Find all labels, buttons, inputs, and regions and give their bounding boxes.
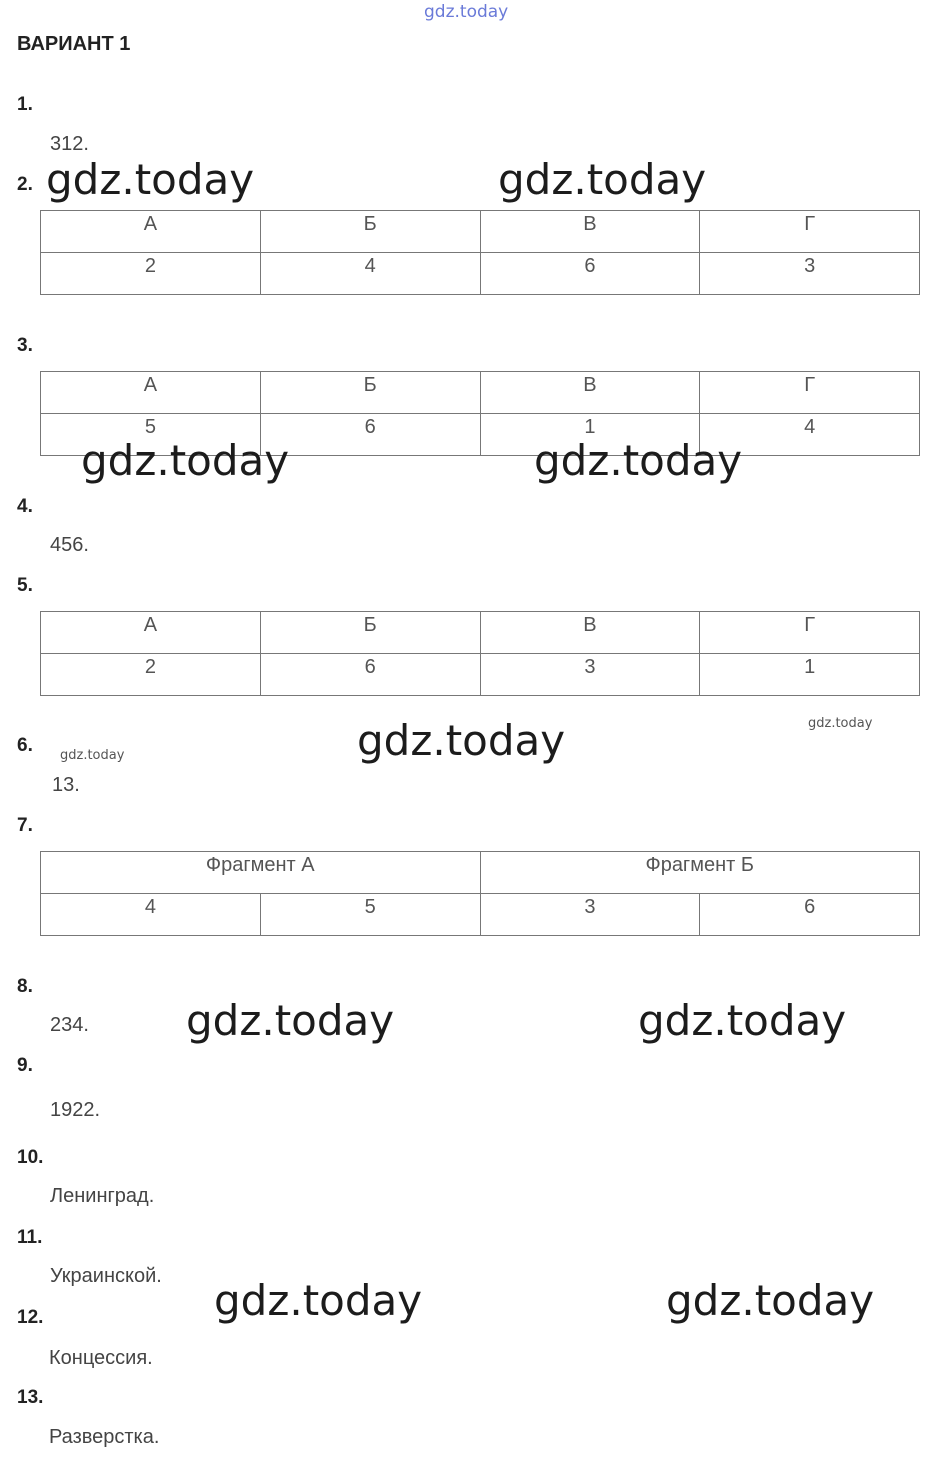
table-cell: В — [480, 211, 700, 253]
question-number-12: 12. — [17, 1307, 44, 1328]
watermark: gdz.today — [81, 436, 290, 485]
table-header-row — [41, 612, 920, 654]
table-cell: А — [41, 372, 261, 414]
table-row — [41, 654, 920, 696]
table-cell: Фрагмент А — [41, 852, 481, 894]
table-cell: А — [41, 612, 261, 654]
table-cell: 1 — [700, 654, 920, 696]
table-cell: Г — [700, 372, 920, 414]
variant-title: ВАРИАНТ 1 — [17, 33, 131, 55]
table-row — [41, 253, 920, 295]
table-cell: 3 — [480, 654, 700, 696]
question-number-10: 10. — [17, 1147, 44, 1168]
answer-1: 312. — [50, 133, 89, 155]
table-cell: Г — [700, 612, 920, 654]
table-cell: 6 — [260, 414, 480, 456]
table-cell: 1 — [480, 414, 700, 456]
watermark-top: gdz.today — [424, 2, 509, 22]
table-cell: 4 — [41, 894, 261, 936]
table-cell: А — [41, 211, 261, 253]
table-cell: 4 — [700, 414, 920, 456]
table-cell: 6 — [480, 253, 700, 295]
question-number-4: 4. — [17, 496, 33, 517]
question-number-6: 6. — [17, 735, 33, 756]
table-header-row — [41, 211, 920, 253]
question-number-13: 13. — [17, 1387, 44, 1408]
watermark: gdz.today — [357, 716, 566, 765]
answer-10: Ленинград. — [50, 1185, 155, 1207]
table-cell: 2 — [41, 253, 261, 295]
question-number-2: 2. — [17, 174, 33, 195]
watermark: gdz.today — [46, 155, 255, 204]
table-cell: 2 — [41, 654, 261, 696]
answer-13: Разверстка. — [49, 1426, 160, 1448]
watermark: gdz.today — [186, 996, 395, 1045]
question-number-7: 7. — [17, 815, 33, 836]
table-cell: 4 — [260, 253, 480, 295]
answer-9: 1922. — [50, 1099, 101, 1121]
table-cell: Б — [260, 372, 480, 414]
table-cell: Г — [700, 211, 920, 253]
table-cell: Б — [260, 211, 480, 253]
table-cell: Б — [260, 612, 480, 654]
answer-11: Украинской. — [50, 1265, 162, 1287]
question-number-1: 1. — [17, 94, 33, 115]
table-header-row — [41, 852, 920, 894]
watermark-small: gdz.today — [60, 748, 125, 763]
table-cell: В — [480, 612, 700, 654]
watermark: gdz.today — [666, 1276, 875, 1325]
table-cell: В — [480, 372, 700, 414]
table-cell: 6 — [260, 654, 480, 696]
question-number-9: 9. — [17, 1055, 33, 1076]
answer-table-5 — [40, 611, 920, 696]
question-number-5: 5. — [17, 575, 33, 596]
answer-8: 234. — [50, 1014, 89, 1036]
watermark: gdz.today — [638, 996, 847, 1045]
watermark-small: gdz.today — [808, 716, 873, 731]
table-cell: 6 — [700, 894, 920, 936]
table-cell: 5 — [41, 414, 261, 456]
table-header-row — [41, 372, 920, 414]
answer-4: 456. — [50, 534, 89, 556]
answer-table-7 — [40, 851, 920, 936]
answer-table-2 — [40, 210, 920, 295]
question-number-8: 8. — [17, 976, 33, 997]
table-row — [41, 894, 920, 936]
question-number-3: 3. — [17, 335, 33, 356]
question-number-11: 11. — [17, 1227, 43, 1248]
watermark: gdz.today — [534, 436, 743, 485]
table-cell: 5 — [260, 894, 480, 936]
watermark: gdz.today — [498, 155, 707, 204]
table-cell: 3 — [480, 894, 700, 936]
watermark: gdz.today — [214, 1276, 423, 1325]
table-cell: Фрагмент Б — [480, 852, 920, 894]
table-cell: 3 — [700, 253, 920, 295]
answer-6: 13. — [52, 774, 80, 796]
answer-12: Концессия. — [49, 1347, 153, 1369]
